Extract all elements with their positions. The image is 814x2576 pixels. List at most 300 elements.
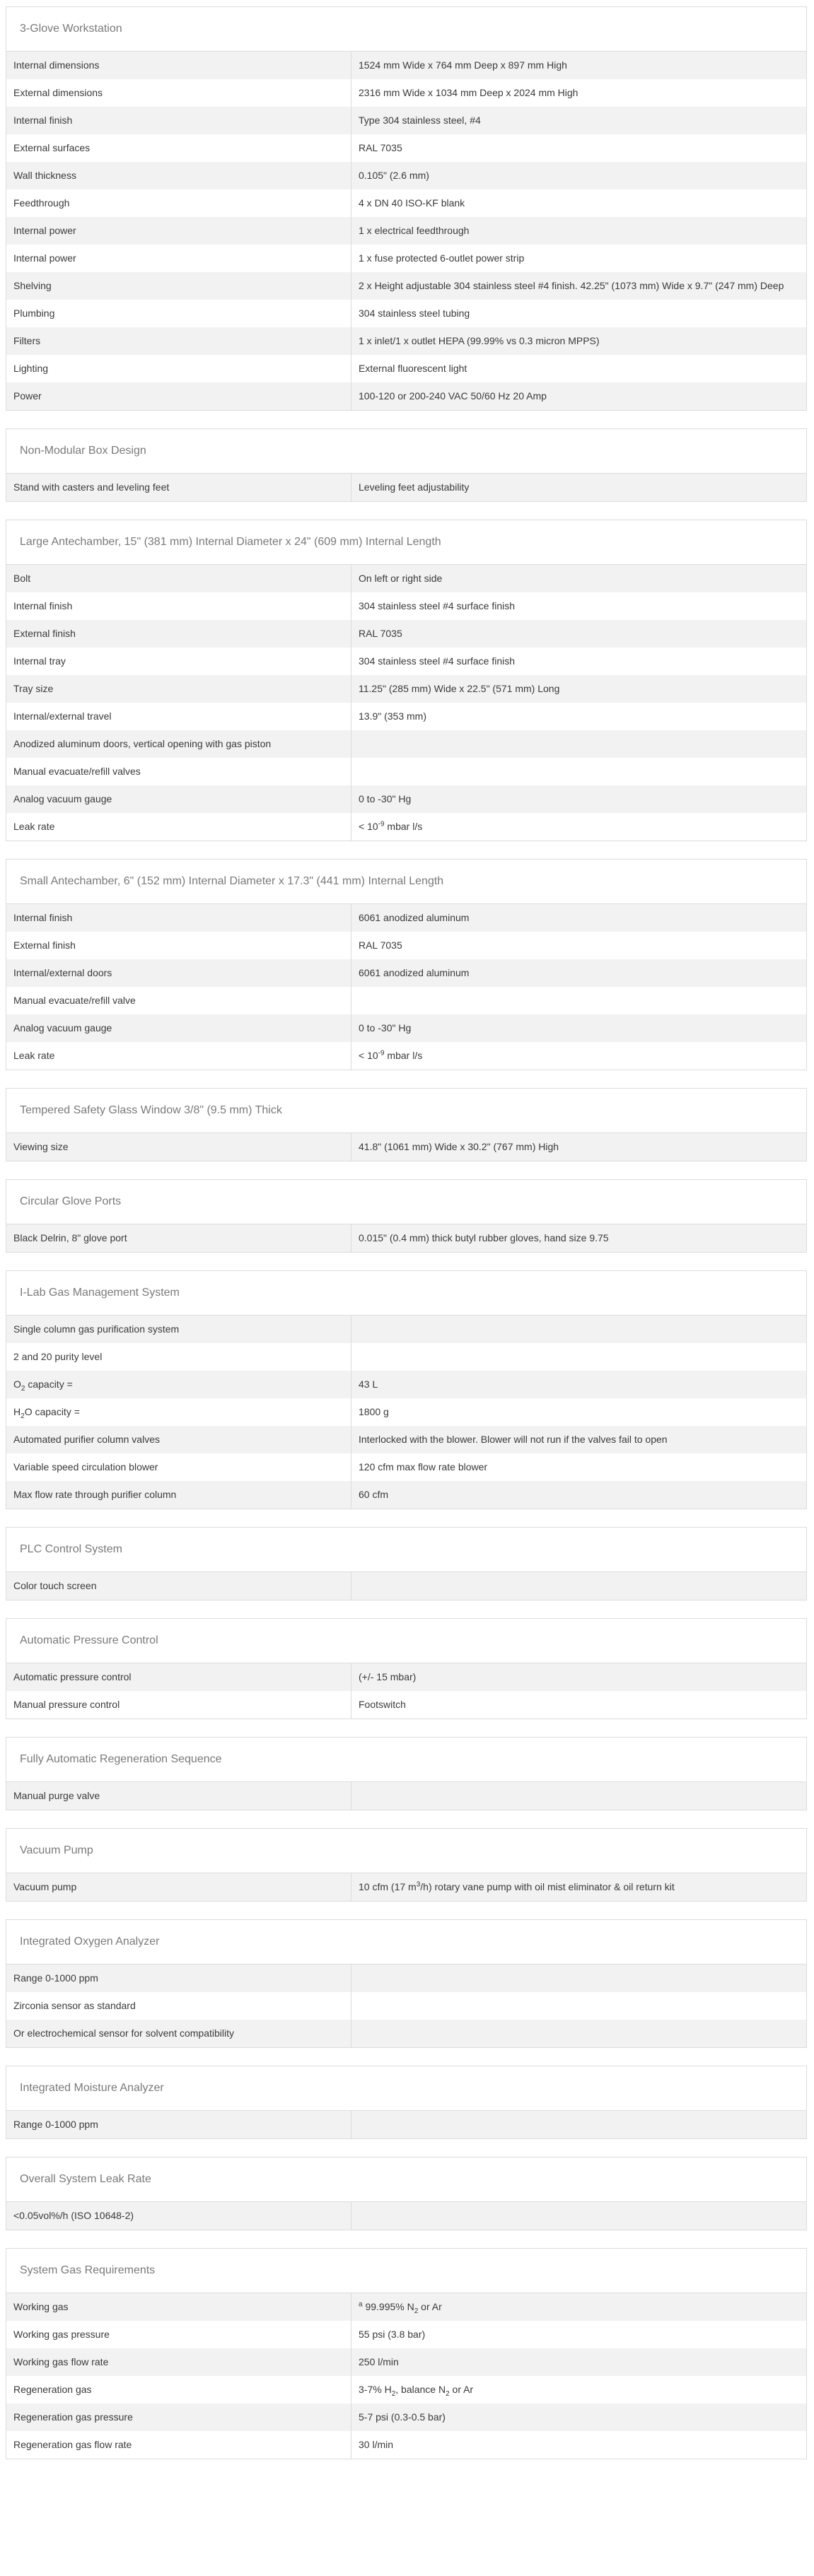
value-text-after: or Ar: [449, 2384, 474, 2395]
value-text: 100-120 or 200-240 VAC 50/60 Hz 20 Amp: [359, 390, 547, 402]
value-text: 1 x electrical feedthrough: [359, 225, 470, 236]
spec-value: [351, 300, 806, 327]
spec-value: [351, 813, 806, 841]
label-text: Vacuum pump: [13, 1881, 77, 1892]
table-row: [6, 1014, 806, 1042]
value-text: < 10: [359, 1050, 378, 1061]
label-text: Filters: [13, 335, 41, 346]
value-text: 2 x Height adjustable 304 stainless steel #4 finish. 42.25" (1073 mm) Wide x 9.7" (247 mm) Deep: [359, 280, 784, 291]
table-row: [6, 382, 806, 410]
value-text: 13.9" (353 mm): [359, 710, 427, 722]
spec-label: [6, 1398, 351, 1426]
spec-label: [6, 2404, 351, 2431]
value-text: 1 x inlet/1 x outlet HEPA (99.99% vs 0.3 micron MPPS): [359, 335, 600, 346]
value-text: 5-7 psi (0.3-0.5 bar): [359, 2411, 446, 2423]
table-row: [6, 904, 806, 932]
spec-label: [6, 730, 351, 758]
spec-label: [6, 1782, 351, 1810]
value-text: 55 psi (3.8 bar): [359, 2329, 426, 2340]
table-row: [6, 703, 806, 730]
spec-value: [351, 2431, 806, 2459]
spec-label: [6, 592, 351, 620]
label-text: H: [13, 1406, 21, 1417]
spec-table: [6, 1133, 806, 1161]
section-title: PLC Control System: [6, 1528, 806, 1572]
value-text: 304 stainless steel #4 surface finish: [359, 655, 516, 667]
value-text: (+/- 15 mbar): [359, 1671, 417, 1682]
section-title: 3-Glove Workstation: [6, 7, 806, 52]
table-row: [6, 2111, 806, 2138]
spec-value: [351, 959, 806, 987]
table-row: [6, 2202, 806, 2230]
value-text-after: , balance N: [395, 2384, 446, 2395]
table-row: [6, 1572, 806, 1600]
spec-value: [351, 1426, 806, 1453]
value-subscript: 2: [446, 2389, 450, 2398]
spec-table: [6, 2111, 806, 2138]
spec-value: [351, 2202, 806, 2230]
label-text: Internal tray: [13, 655, 66, 667]
table-row: [6, 758, 806, 785]
table-row: [6, 217, 806, 245]
spec-label: [6, 300, 351, 327]
spec-label: [6, 272, 351, 300]
label-text: External dimensions: [13, 87, 103, 98]
spec-label: [6, 987, 351, 1014]
section-title: Tempered Safety Glass Window 3/8" (9.5 mm) Thick: [6, 1089, 806, 1133]
value-text: 4 x DN 40 ISO-KF blank: [359, 197, 465, 209]
label-subscript: 2: [21, 1384, 25, 1393]
spec-value: [351, 355, 806, 382]
section-title: System Gas Requirements: [6, 2249, 806, 2293]
spec-value: [351, 162, 806, 189]
label-text: Working gas pressure: [13, 2329, 110, 2340]
spec-label: [6, 1873, 351, 1901]
label-text: Range 0-1000 ppm: [13, 2119, 98, 2130]
label-text-after: capacity =: [25, 1378, 73, 1390]
spec-label: [6, 1691, 351, 1719]
table-row: [6, 565, 806, 592]
spec-label: [6, 217, 351, 245]
spec-label: [6, 2348, 351, 2376]
value-text: RAL 7035: [359, 939, 402, 951]
section-title: Vacuum Pump: [6, 1829, 806, 1873]
spec-value: [351, 2376, 806, 2404]
label-text: Black Delrin, 8" glove port: [13, 1232, 127, 1243]
spec-value: [351, 2111, 806, 2138]
table-row: [6, 2431, 806, 2459]
label-text: Regeneration gas pressure: [13, 2411, 133, 2423]
spec-label: [6, 1014, 351, 1042]
spec-value: [351, 2348, 806, 2376]
spec-value: [351, 932, 806, 959]
spec-table: [6, 1663, 806, 1719]
table-row: [6, 620, 806, 648]
label-text: Internal finish: [13, 912, 73, 923]
value-text: 1 x fuse protected 6-outlet power strip: [359, 252, 525, 264]
table-row: [6, 134, 806, 162]
table-row: [6, 300, 806, 327]
value-text: 11.25" (285 mm) Wide x 22.5" (571 mm) Long: [359, 683, 560, 694]
spec-value: [351, 730, 806, 758]
label-text: Working gas flow rate: [13, 2356, 109, 2367]
spec-value: [351, 592, 806, 620]
spec-label: [6, 2020, 351, 2047]
label-text: Automated purifier column valves: [13, 1434, 160, 1445]
section-title: Large Antechamber, 15" (381 mm) Internal Diameter x 24" (609 mm) Internal Length: [6, 520, 806, 565]
value-text-after: or Ar: [418, 2301, 442, 2312]
label-text: Manual evacuate/refill valve: [13, 995, 136, 1006]
spec-value: [351, 1453, 806, 1481]
spec-value: [351, 758, 806, 785]
spec-label: [6, 327, 351, 355]
value-text: 250 l/min: [359, 2356, 399, 2367]
value-text: 304 stainless steel #4 surface finish: [359, 600, 516, 611]
spec-table: [6, 474, 806, 501]
spec-value: [351, 1663, 806, 1691]
label-text: Analog vacuum gauge: [13, 793, 112, 804]
section-title: Overall System Leak Rate: [6, 2158, 806, 2202]
spec-label: [6, 620, 351, 648]
spec-label: [6, 1224, 351, 1252]
table-row: [6, 592, 806, 620]
spec-label: [6, 2202, 351, 2230]
spec-section-integrated-oxygen-analyzer: [6, 1919, 807, 2048]
table-row: [6, 932, 806, 959]
spec-section-tempered-safety-glass-window-3-8-9-5-mm-thick: [6, 1088, 807, 1161]
table-row: [6, 2020, 806, 2047]
table-row: [6, 2376, 806, 2404]
table-row: [6, 1398, 806, 1426]
table-row: [6, 1133, 806, 1161]
spec-label: [6, 1316, 351, 1343]
label-text: Viewing size: [13, 1141, 69, 1152]
table-row: [6, 1873, 806, 1901]
label-text: Manual evacuate/refill valves: [13, 766, 141, 777]
spec-table: [6, 1965, 806, 2047]
spec-value: [351, 1343, 806, 1371]
value-text-after: mbar l/s: [384, 1050, 423, 1061]
spec-value: [351, 189, 806, 217]
spec-value: [351, 107, 806, 134]
value-text: 10 cfm (17 m: [359, 1881, 417, 1892]
table-row: [6, 1224, 806, 1252]
label-text: Automatic pressure control: [13, 1671, 132, 1682]
table-row: [6, 813, 806, 841]
spec-label: [6, 1371, 351, 1398]
spec-section-overall-system-leak-rate: [6, 2157, 807, 2230]
spec-value: [351, 327, 806, 355]
spec-value: [351, 1371, 806, 1398]
spec-label: [6, 2321, 351, 2348]
label-text: Stand with casters and leveling feet: [13, 481, 170, 493]
label-text: Leak rate: [13, 1050, 55, 1061]
value-text: 120 cfm max flow rate blower: [359, 1461, 488, 1473]
section-title: I-Lab Gas Management System: [6, 1271, 806, 1316]
label-text: Regeneration gas flow rate: [13, 2439, 132, 2450]
spec-value: [351, 648, 806, 675]
spec-label: [6, 1663, 351, 1691]
section-title: Automatic Pressure Control: [6, 1619, 806, 1663]
spec-label: [6, 959, 351, 987]
table-row: [6, 2293, 806, 2321]
table-row: [6, 1371, 806, 1398]
value-text: External fluorescent light: [359, 363, 467, 374]
value-subscript: 2: [414, 2307, 419, 2315]
label-text: Wall thickness: [13, 170, 76, 181]
label-text: Internal finish: [13, 115, 73, 126]
spec-table: [6, 904, 806, 1070]
spec-label: [6, 703, 351, 730]
spec-label: [6, 1572, 351, 1600]
section-title: Small Antechamber, 6" (152 mm) Internal Diameter x 17.3" (441 mm) Internal Length: [6, 860, 806, 904]
spec-value: [351, 1965, 806, 1992]
spec-value: [351, 703, 806, 730]
spec-value: [351, 272, 806, 300]
table-row: [6, 675, 806, 703]
value-text: 43 L: [359, 1378, 378, 1390]
spec-section-integrated-moisture-analyzer: [6, 2066, 807, 2139]
spec-label: [6, 785, 351, 813]
value-text: Interlocked with the blower. Blower will not run if the valves fail to open: [359, 1434, 668, 1445]
spec-label: [6, 162, 351, 189]
label-text: Lighting: [13, 363, 49, 374]
spec-value: [351, 245, 806, 272]
spec-value: [351, 1691, 806, 1719]
spec-label: [6, 245, 351, 272]
section-title: Circular Glove Ports: [6, 1180, 806, 1224]
spec-label: [6, 474, 351, 501]
spec-value: [351, 1316, 806, 1343]
spec-label: [6, 2376, 351, 2404]
spec-value: [351, 474, 806, 501]
label-text: External finish: [13, 939, 76, 951]
spec-value: [351, 1481, 806, 1509]
spec-value: [351, 620, 806, 648]
label-text: Zirconia sensor as standard: [13, 2000, 136, 2011]
spec-section-fully-automatic-regeneration-sequence: [6, 1737, 807, 1810]
table-row: [6, 987, 806, 1014]
spec-label: [6, 1992, 351, 2020]
label-text: External finish: [13, 628, 76, 639]
table-row: [6, 648, 806, 675]
spec-label: [6, 648, 351, 675]
table-row: [6, 474, 806, 501]
spec-value: [351, 987, 806, 1014]
spec-table: [6, 2293, 806, 2459]
spec-label: [6, 932, 351, 959]
value-superscript: 3: [416, 1880, 421, 1889]
spec-value: [351, 785, 806, 813]
label-text: Analog vacuum gauge: [13, 1022, 112, 1034]
spec-label: [6, 813, 351, 841]
spec-value: [351, 904, 806, 932]
spec-label: [6, 675, 351, 703]
spec-section-3-glove-workstation: [6, 6, 807, 411]
spec-label: [6, 382, 351, 410]
spec-label: [6, 1453, 351, 1481]
value-text: 0.015" (0.4 mm) thick butyl rubber gloves, hand size 9.75: [359, 1232, 609, 1243]
value-text: 0.105" (2.6 mm): [359, 170, 429, 181]
spec-value: [351, 1014, 806, 1042]
spec-value: [351, 382, 806, 410]
value-text: Footswitch: [359, 1699, 406, 1710]
table-row: [6, 355, 806, 382]
label-text: Regeneration gas: [13, 2384, 92, 2395]
table-row: [6, 730, 806, 758]
label-text: 2 and 20 purity level: [13, 1351, 103, 1362]
table-row: [6, 1343, 806, 1371]
label-text: Max flow rate through purifier column: [13, 1489, 177, 1500]
value-superscript: a: [359, 2300, 363, 2309]
spec-value: [351, 1133, 806, 1161]
spec-section-automatic-pressure-control: [6, 1618, 807, 1719]
spec-value: [351, 1042, 806, 1070]
value-text: RAL 7035: [359, 142, 402, 153]
spec-section-circular-glove-ports: [6, 1179, 807, 1253]
spec-label: [6, 189, 351, 217]
label-text: Manual pressure control: [13, 1699, 120, 1710]
value-text: < 10: [359, 821, 378, 832]
spec-value: [351, 2404, 806, 2431]
spec-label: [6, 79, 351, 107]
value-text: 1800 g: [359, 1406, 389, 1417]
value-text: 30 l/min: [359, 2439, 394, 2450]
table-row: [6, 1453, 806, 1481]
spec-section-i-lab-gas-management-system: [6, 1270, 807, 1509]
value-superscript: -9: [378, 1049, 385, 1058]
value-text: Leveling feet adjustability: [359, 481, 470, 493]
table-row: [6, 245, 806, 272]
spec-table: [6, 565, 806, 841]
spec-label: [6, 565, 351, 592]
label-text: Internal finish: [13, 600, 73, 611]
table-row: [6, 1663, 806, 1691]
label-text: Feedthrough: [13, 197, 70, 209]
spec-value: [351, 217, 806, 245]
value-text: 304 stainless steel tubing: [359, 308, 470, 319]
spec-table: [6, 1316, 806, 1509]
spec-value: [351, 2321, 806, 2348]
table-row: [6, 52, 806, 79]
table-row: [6, 1782, 806, 1810]
spec-section-vacuum-pump: [6, 1828, 807, 1902]
table-row: [6, 2348, 806, 2376]
spec-section-small-antechamber-6-152-mm-internal-diameter-x-17-3-441-mm-internal-length: [6, 859, 807, 1070]
label-text: Internal power: [13, 252, 76, 264]
label-text: Variable speed circulation blower: [13, 1461, 158, 1473]
spec-table: [6, 1873, 806, 1901]
value-text: 3-7% H: [359, 2384, 392, 2395]
value-text: On left or right side: [359, 573, 443, 584]
label-text: Internal power: [13, 225, 76, 236]
label-text: Internal dimensions: [13, 59, 100, 71]
label-text: Single column gas purification system: [13, 1323, 180, 1335]
section-title: Fully Automatic Regeneration Sequence: [6, 1738, 806, 1782]
section-title: Integrated Oxygen Analyzer: [6, 1920, 806, 1965]
table-row: [6, 1992, 806, 2020]
spec-value: [351, 79, 806, 107]
section-title: Non-Modular Box Design: [6, 429, 806, 474]
spec-value: [351, 2293, 806, 2321]
spec-value: [351, 2020, 806, 2047]
spec-label: [6, 1343, 351, 1371]
section-title: Integrated Moisture Analyzer: [6, 2066, 806, 2111]
spec-label: [6, 1133, 351, 1161]
spec-label: [6, 1481, 351, 1509]
spec-value: [351, 1572, 806, 1600]
label-text-after: O capacity =: [24, 1406, 80, 1417]
label-text: Range 0-1000 ppm: [13, 1972, 98, 1984]
value-superscript: -9: [378, 820, 385, 829]
label-text: Power: [13, 390, 42, 402]
spec-label: [6, 2431, 351, 2459]
table-row: [6, 272, 806, 300]
value-text: RAL 7035: [359, 628, 402, 639]
value-text: 99.995% N: [362, 2301, 414, 2312]
spec-value: [351, 134, 806, 162]
spec-value: [351, 52, 806, 79]
label-text: O: [13, 1378, 21, 1390]
value-text: 6061 anodized aluminum: [359, 967, 470, 978]
label-text: Color touch screen: [13, 1580, 97, 1591]
spec-section-large-antechamber-15-381-mm-internal-diameter-x-24-609-mm-internal-length: [6, 520, 807, 841]
spec-label: [6, 52, 351, 79]
spec-label: [6, 1426, 351, 1453]
table-row: [6, 1965, 806, 1992]
spec-label: [6, 758, 351, 785]
spec-value: [351, 1398, 806, 1426]
spec-value: [351, 675, 806, 703]
spec-table: [6, 1782, 806, 1810]
spec-table: [6, 52, 806, 410]
spec-table: [6, 2202, 806, 2230]
spec-label: [6, 355, 351, 382]
spec-section-non-modular-box-design: [6, 428, 807, 502]
spec-label: [6, 107, 351, 134]
label-text: Internal/external doors: [13, 967, 112, 978]
value-text: 6061 anodized aluminum: [359, 912, 470, 923]
table-row: [6, 107, 806, 134]
label-text: Leak rate: [13, 821, 55, 832]
spec-value: [351, 1782, 806, 1810]
spec-table: [6, 1224, 806, 1252]
spec-value: [351, 565, 806, 592]
spec-section-plc-control-system: [6, 1527, 807, 1600]
table-row: [6, 79, 806, 107]
label-text: Or electrochemical sensor for solvent compatibility: [13, 2027, 235, 2039]
value-text: 2316 mm Wide x 1034 mm Deep x 2024 mm High: [359, 87, 578, 98]
table-row: [6, 1042, 806, 1070]
spec-value: [351, 1873, 806, 1901]
table-row: [6, 2404, 806, 2431]
table-row: [6, 1426, 806, 1453]
table-row: [6, 785, 806, 813]
label-text: Working gas: [13, 2301, 69, 2312]
label-subscript: 2: [21, 1412, 25, 1420]
table-row: [6, 1691, 806, 1719]
value-text: Type 304 stainless steel, #4: [359, 115, 481, 126]
table-row: [6, 162, 806, 189]
label-text: External surfaces: [13, 142, 91, 153]
table-row: [6, 189, 806, 217]
value-subscript: 2: [391, 2389, 396, 2398]
value-text: 41.8" (1061 mm) Wide x 30.2" (767 mm) High: [359, 1141, 559, 1152]
label-text: Manual purge valve: [13, 1790, 100, 1801]
table-row: [6, 2321, 806, 2348]
spec-label: [6, 1965, 351, 1992]
spec-table: [6, 1572, 806, 1600]
